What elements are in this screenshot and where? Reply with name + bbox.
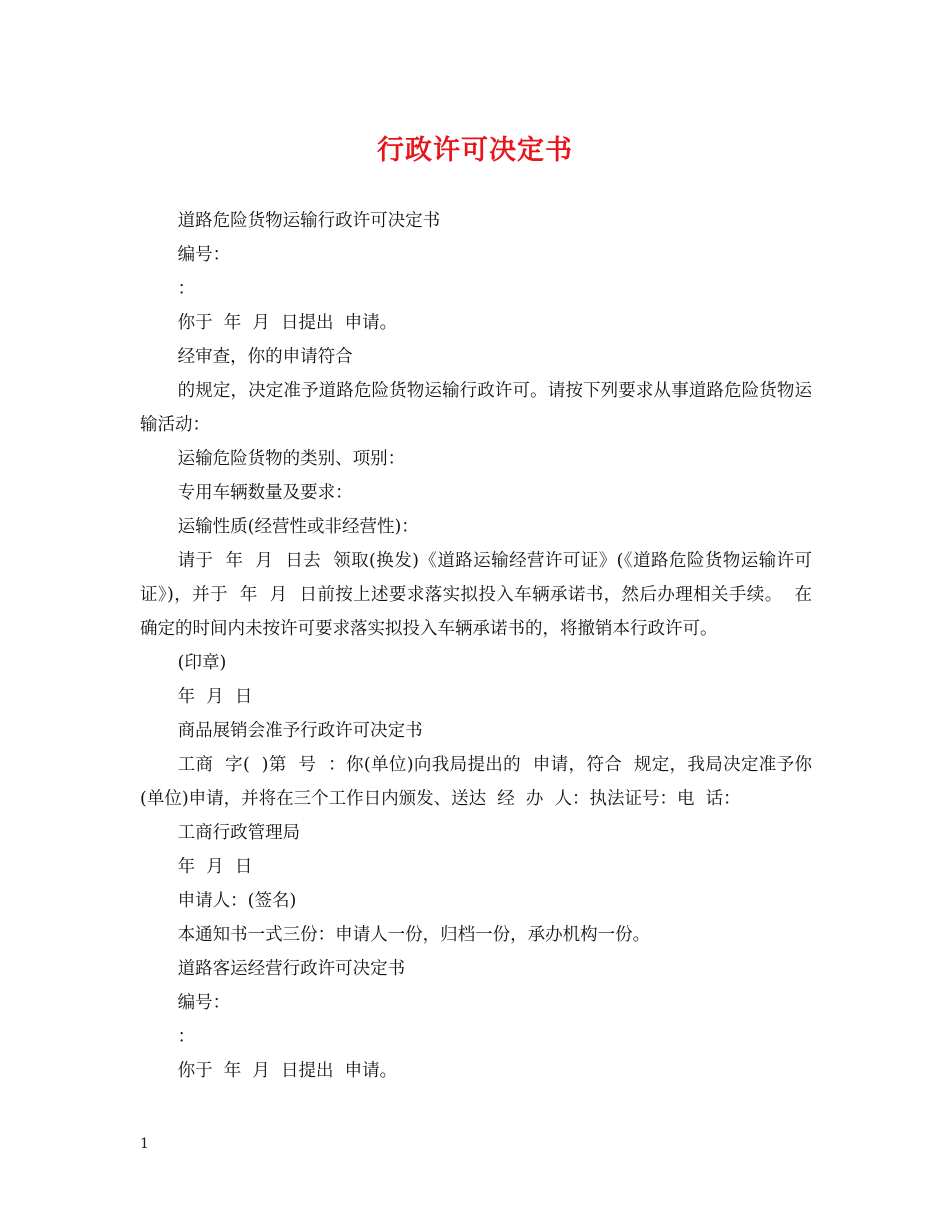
paragraph-2: 编号： <box>177 245 231 265</box>
document-title: 行政许可决定书 <box>377 135 573 166</box>
page-number: 1 <box>140 1136 149 1152</box>
paragraph-5: 经审查，你的申请符合 <box>177 347 353 367</box>
paragraph-3: ： <box>177 279 196 299</box>
paragraph-21: ： <box>177 1027 196 1047</box>
paragraph-17: 申请人：(签名) <box>177 891 297 911</box>
paragraph-16: 年 月 日 <box>177 857 253 877</box>
paragraph-14: 工商 字( )第 号 ：你(单位)向我局提出的 申请，符合 规定，我局决定准予你(单位)申请，并将在三个工作日内颁发、送达 经 办 人：执法证号：电 话： <box>140 755 812 809</box>
paragraph-12: 年 月 日 <box>177 687 253 707</box>
paragraph-1: 道路危险货物运输行政许可决定书 <box>177 211 441 231</box>
paragraph-11: (印章) <box>177 653 227 673</box>
paragraph-20: 编号： <box>177 993 231 1013</box>
paragraph-10: 请于 年 月 日去 领取(换发)《道路运输经营许可证》(《道路危险货物运输许可证》)，并于 年 月 日前按上述要求落实拟投入车辆承诺书，然后办理相关手续。 在确定的时间内未按许可要求落实拟投入车辆承诺书的，将撤销本行政许可。 <box>140 551 812 639</box>
paragraph-8: 专用车辆数量及要求： <box>177 483 353 503</box>
paragraph-18: 本通知书一式三份：申请人一份，归档一份，承办机构一份。 <box>177 925 651 945</box>
document-body <box>140 204 812 1088</box>
paragraph-22: 你于 年 月 日提出 申请。 <box>177 1061 398 1081</box>
paragraph-19: 道路客运经营行政许可决定书 <box>177 959 406 979</box>
paragraph-9: 运输性质(经营性或非经营性)： <box>177 517 419 537</box>
paragraph-7: 运输危险货物的类别、项别： <box>177 449 406 469</box>
paragraph-13: 商品展销会准予行政许可决定书 <box>177 721 423 741</box>
paragraph-4: 你于 年 月 日提出 申请。 <box>177 313 398 333</box>
paragraph-15: 工商行政管理局 <box>177 823 301 843</box>
paragraph-6: 的规定，决定准予道路危险货物运输行政许可。请按下列要求从事道路危险货物运输活动： <box>140 381 812 435</box>
